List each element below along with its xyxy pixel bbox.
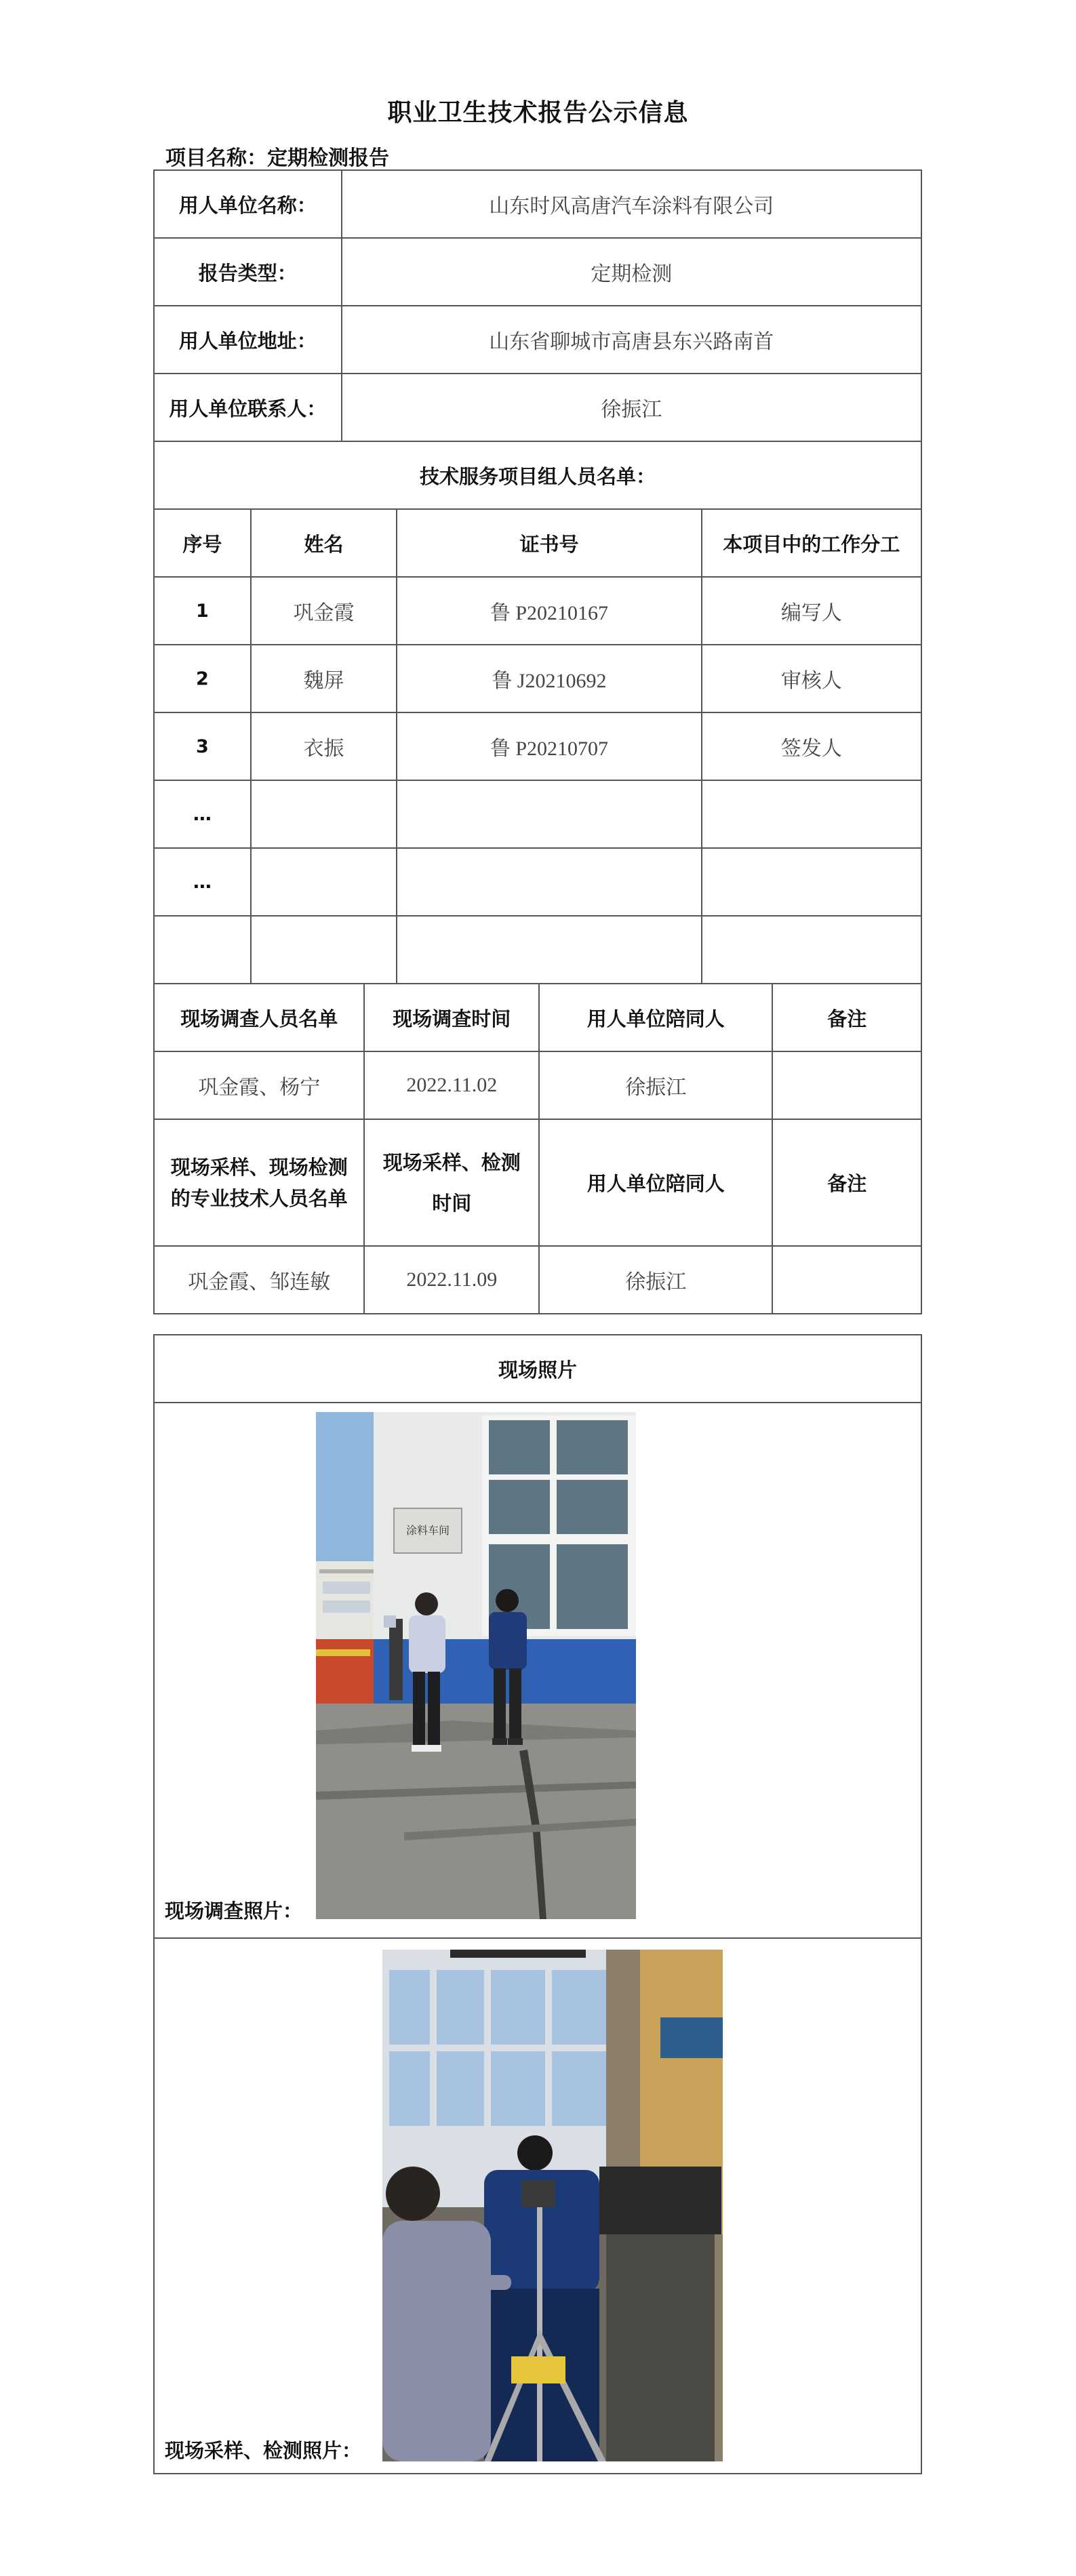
row-number: 1: [154, 577, 251, 645]
member-role: 审核人: [702, 645, 921, 712]
survey-col-header: 用人单位陪同人: [539, 984, 772, 1051]
survey-col-header: 现场调查时间: [364, 984, 539, 1051]
member-name: [251, 780, 397, 848]
team-col-header: 本项目中的工作分工: [702, 509, 921, 577]
survey-col-header: 现场调查人员名单: [154, 984, 364, 1051]
survey-col-header: 备注: [772, 984, 921, 1051]
sampling-col-header: 现场采样、检测时间: [364, 1119, 539, 1246]
sampling-date: 2022.11.09: [364, 1246, 539, 1314]
unit-name-label: 用人单位名称：: [154, 170, 342, 238]
row-number: [154, 916, 251, 984]
sampling-photo: [382, 1950, 723, 2461]
row-number: …: [154, 848, 251, 916]
member-name: 衣振: [251, 712, 397, 780]
member-name: 魏屏: [251, 645, 397, 712]
report-type-value: 定期检测: [342, 238, 921, 306]
table-row: [154, 780, 921, 848]
certificate-number: 鲁 J20210692: [397, 645, 701, 712]
survey-date: 2022.11.02: [364, 1051, 539, 1119]
table-row: [154, 577, 921, 645]
survey-table: [153, 983, 922, 1314]
team-col-header: 姓名: [251, 509, 397, 577]
member-role: [702, 780, 921, 848]
contact-label: 用人单位联系人：: [154, 374, 342, 441]
member-role: 签发人: [702, 712, 921, 780]
certificate-number: 鲁 P20210707: [397, 712, 701, 780]
table-row: [154, 1246, 921, 1314]
survey-photo-caption: 现场调查照片：: [165, 1899, 303, 1923]
team-table: [153, 441, 922, 984]
member-role: [702, 848, 921, 916]
certificate-number: 鲁 P20210167: [397, 577, 701, 645]
photo-heading: 现场照片: [154, 1335, 921, 1403]
project-name: 项目名称：定期检测报告: [165, 146, 389, 170]
sampling-col-header: 现场采样、现场检测的专业技术人员名单: [154, 1119, 364, 1246]
row-number: …: [154, 780, 251, 848]
team-col-header: 证书号: [397, 509, 701, 577]
certificate-number: [397, 848, 701, 916]
sampling-remark: [772, 1246, 921, 1314]
sampling-companion: 徐振江: [539, 1246, 772, 1314]
survey-remark: [772, 1051, 921, 1119]
sampling-col-header: 用人单位陪同人: [539, 1119, 772, 1246]
member-role: 编写人: [702, 577, 921, 645]
row-number: 3: [154, 712, 251, 780]
survey-companion: 徐振江: [539, 1051, 772, 1119]
row-number: 2: [154, 645, 251, 712]
member-name: [251, 916, 397, 984]
team-col-header: 序号: [154, 509, 251, 577]
table-row: [154, 645, 921, 712]
address-value: 山东省聊城市高唐县东兴路南首: [342, 306, 921, 374]
report-type-label: 报告类型：: [154, 238, 342, 306]
member-name: 巩金霞: [251, 577, 397, 645]
contact-value: 徐振江: [342, 374, 921, 441]
sampling-col-header: 备注: [772, 1119, 921, 1246]
address-label: 用人单位地址：: [154, 306, 342, 374]
certificate-number: [397, 780, 701, 848]
sampling-photo-caption: 现场采样、检测照片：: [165, 2439, 362, 2462]
survey-staff: 巩金霞、杨宁: [154, 1051, 364, 1119]
survey-photo: [316, 1412, 636, 1919]
table-row: [154, 916, 921, 984]
unit-info-table: [153, 169, 922, 442]
sign-text: 涂料车间: [405, 1524, 450, 1537]
team-heading: 技术服务项目组人员名单：: [154, 441, 921, 509]
table-row: [154, 712, 921, 780]
sampling-staff: 巩金霞、邹连敏: [154, 1246, 364, 1314]
member-name: [251, 848, 397, 916]
table-row: [154, 1051, 921, 1119]
table-row: [154, 848, 921, 916]
certificate-number: [397, 916, 701, 984]
member-role: [702, 916, 921, 984]
unit-name-value: 山东时风高唐汽车涂料有限公司: [342, 170, 921, 238]
page-title: 职业卫生技术报告公示信息: [387, 99, 689, 127]
